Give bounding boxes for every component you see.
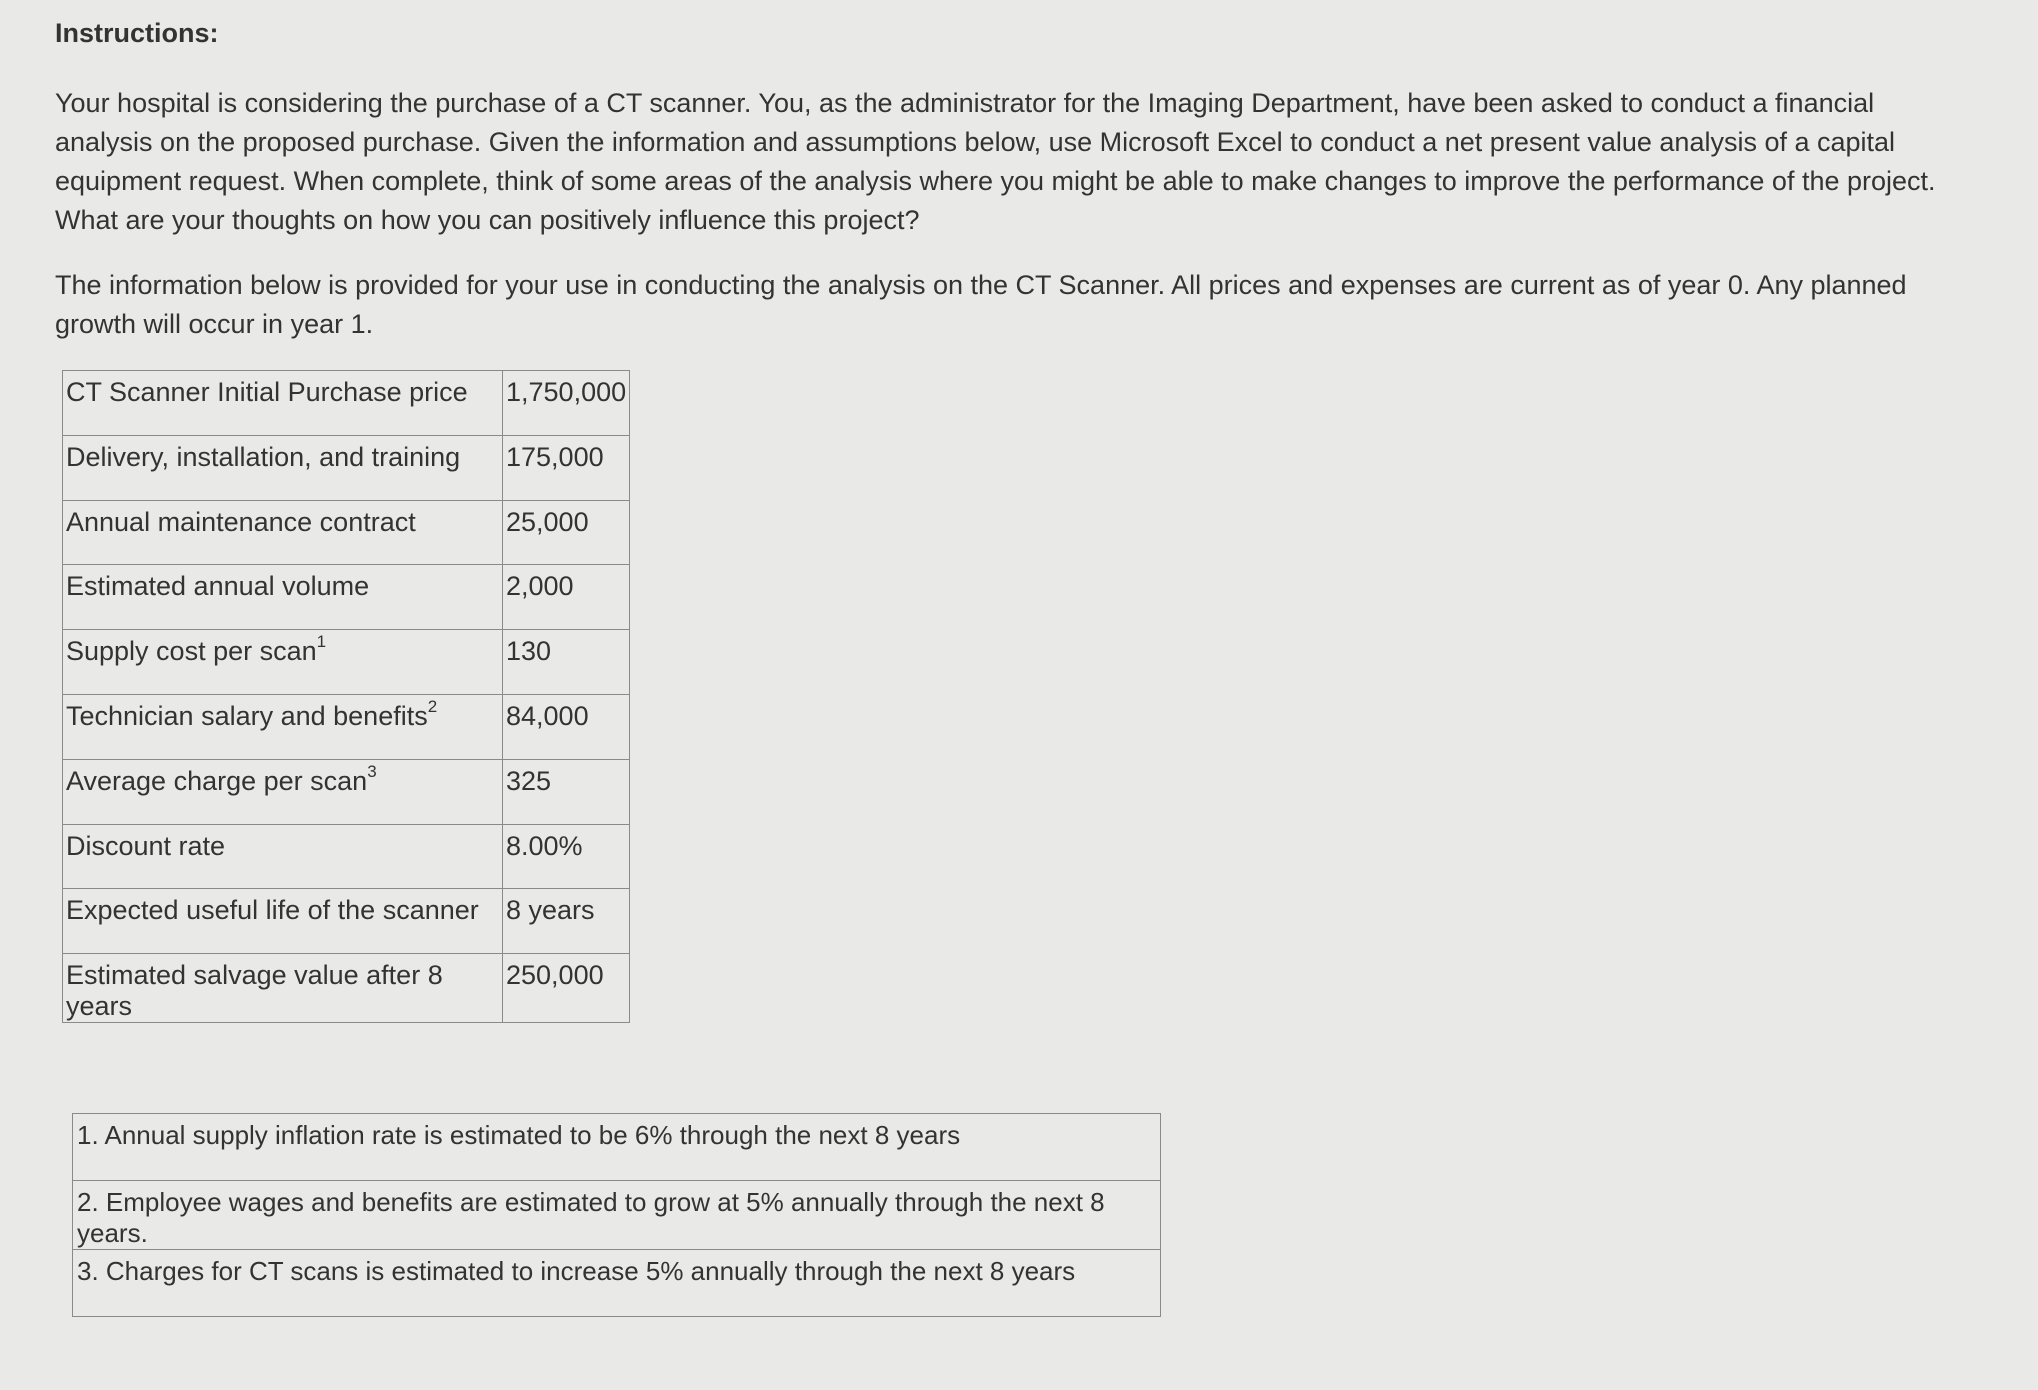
input-value-cell — [503, 630, 630, 695]
input-label: Technician salary and benefits — [66, 700, 428, 731]
intro-paragraph: Your hospital is considering the purchase of a CT scanner. You, as the administrator for the Imaging Department, have been asked to conduct a financial analysis on the proposed purchase. Given the information and assumptions below, use Microsoft Excel to conduct a net present value analysis of a capital equipment request. When complete, think of some areas of the analysis where you might be able to make changes to improve the performance of the project. What are your thoughts on how you can positively influence this project? — [55, 88, 1936, 235]
footnote-text: 2. Employee wages and benefits are estimated to grow at 5% annually through the next 8 years. — [77, 1187, 1105, 1248]
footnote-cell — [73, 1181, 1161, 1250]
input-value: 1,750,000 — [506, 377, 627, 407]
input-value-cell — [503, 694, 630, 759]
input-value-cell — [503, 565, 630, 630]
instructions-heading: Instructions: — [55, 18, 219, 48]
input-value-cell — [503, 435, 630, 500]
input-label: Supply cost per scan — [66, 636, 317, 667]
input-label: Discount rate — [66, 830, 226, 861]
footnote-marker: 3 — [367, 761, 377, 781]
input-label-cell — [63, 694, 503, 759]
input-value: 130 — [506, 636, 552, 667]
table-row — [63, 500, 630, 565]
input-label-cell — [63, 500, 503, 565]
input-label: Expected useful life of the scanner — [66, 895, 479, 926]
input-label: CT Scanner Initial Purchase price — [66, 377, 468, 407]
input-value-cell — [503, 954, 630, 1023]
table-row — [73, 1114, 1161, 1181]
input-label: Estimated annual volume — [66, 571, 370, 602]
input-label-cell — [63, 889, 503, 954]
table-row — [63, 954, 630, 1023]
table-row — [63, 565, 630, 630]
input-value-cell — [503, 371, 630, 436]
input-label: Estimated salvage value after 8 years — [66, 960, 443, 1022]
input-label: Delivery, installation, and training — [66, 441, 461, 472]
input-value: 250,000 — [506, 960, 604, 991]
input-label-cell — [63, 630, 503, 695]
info-paragraph: The information below is provided for your use in conducting the analysis on the CT Scanner. All prices and expenses are current as of year 0. Any planned growth will occur in year 1. — [55, 270, 1907, 339]
input-label: Average charge per scan — [66, 765, 368, 796]
input-value: 25,000 — [506, 506, 589, 537]
footnote-text: 1. Annual supply inflation rate is estimated to be 6% through the next 8 years — [77, 1120, 961, 1150]
footnotes-table — [72, 1113, 1161, 1317]
footnote-cell — [73, 1250, 1161, 1317]
table-row — [63, 435, 630, 500]
table-row — [63, 759, 630, 824]
table-row — [63, 371, 630, 436]
inputs-table — [62, 370, 630, 1023]
input-value: 8 years — [506, 895, 595, 926]
table-row — [63, 824, 630, 889]
input-value-cell — [503, 824, 630, 889]
input-value: 325 — [506, 765, 552, 796]
table-row — [73, 1181, 1161, 1250]
footnote-text: 3. Charges for CT scans is estimated to increase 5% annually through the next 8 years — [77, 1256, 1076, 1286]
table-row — [73, 1250, 1161, 1317]
footnote-marker: 1 — [316, 632, 327, 652]
input-value: 175,000 — [506, 441, 604, 472]
table-row — [63, 630, 630, 695]
input-label-cell — [63, 824, 503, 889]
footnote-cell — [73, 1114, 1161, 1181]
input-value-cell — [503, 759, 630, 824]
input-value: 2,000 — [506, 571, 574, 602]
input-label-cell — [63, 435, 503, 500]
input-label-cell — [63, 954, 503, 1023]
input-label: Annual maintenance contract — [66, 506, 416, 537]
table-row — [63, 889, 630, 954]
input-value: 8.00% — [506, 830, 583, 861]
input-value: 84,000 — [506, 700, 589, 731]
input-label-cell — [63, 759, 503, 824]
input-value-cell — [503, 500, 630, 565]
input-label-cell — [63, 565, 503, 630]
input-value-cell — [503, 889, 630, 954]
input-label-cell — [63, 371, 503, 436]
table-row — [63, 694, 630, 759]
footnote-marker: 2 — [427, 696, 438, 716]
